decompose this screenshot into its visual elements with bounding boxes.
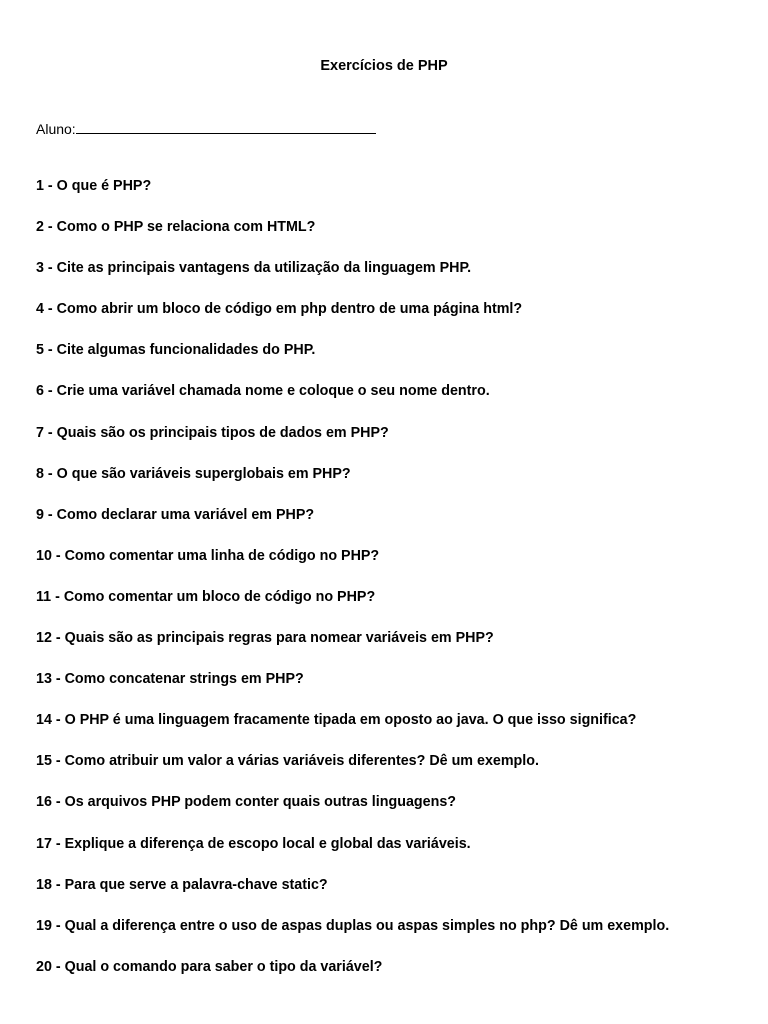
question-item: 16 - Os arquivos PHP podem conter quais outras linguagens?	[36, 794, 456, 811]
question-item: 4 - Como abrir um bloco de código em php dentro de uma página html?	[36, 301, 523, 318]
question-item: 19 - Qual a diferença entre o uso de aspas duplas ou aspas simples no php? Dê um exemplo.	[36, 917, 670, 934]
question-item: 14 - O PHP é uma linguagem fracamente tipada em oposto ao java. O que isso significa?	[36, 712, 637, 729]
page-title: Exercícios de PHP	[320, 58, 448, 74]
question-item: 7 - Quais são os principais tipos de dados em PHP?	[36, 424, 389, 441]
question-item: 15 - Como atribuir um valor a várias variáveis diferentes? Dê um exemplo.	[36, 753, 539, 770]
question-item: 1 - O que é PHP?	[36, 178, 152, 194]
question-item: 10 - Como comentar uma linha de código no PHP?	[36, 547, 380, 564]
question-item: 12 - Quais são as principais regras para nomear variáveis em PHP?	[36, 630, 494, 647]
question-item: 20 - Qual o comando para saber o tipo da variável?	[36, 958, 383, 975]
question-item: 11 - Como comentar um bloco de código no PHP?	[36, 588, 376, 605]
question-item: 8 - O que são variáveis superglobais em PHP?	[36, 465, 351, 482]
question-list	[36, 177, 756, 999]
question-item: 9 - Como declarar uma variável em PHP?	[36, 506, 315, 523]
student-label: Aluno:	[36, 121, 76, 137]
question-item: 6 - Crie uma variável chamada nome e coloque o seu nome dentro.	[36, 383, 490, 400]
question-item: 3 - Cite as principais vantagens da utilização da linguagem PHP.	[36, 260, 472, 277]
question-item: 5 - Cite algumas funcionalidades do PHP.	[36, 342, 316, 359]
student-name-blank	[76, 120, 376, 134]
question-item: 13 - Como concatenar strings em PHP?	[36, 671, 304, 688]
question-item: 2 - Como o PHP se relaciona com HTML?	[36, 219, 316, 236]
question-item: 17 - Explique a diferença de escopo local e global das variáveis.	[36, 835, 471, 852]
question-item: 18 - Para que serve a palavra-chave static?	[36, 876, 328, 893]
student-name-line	[36, 120, 376, 138]
